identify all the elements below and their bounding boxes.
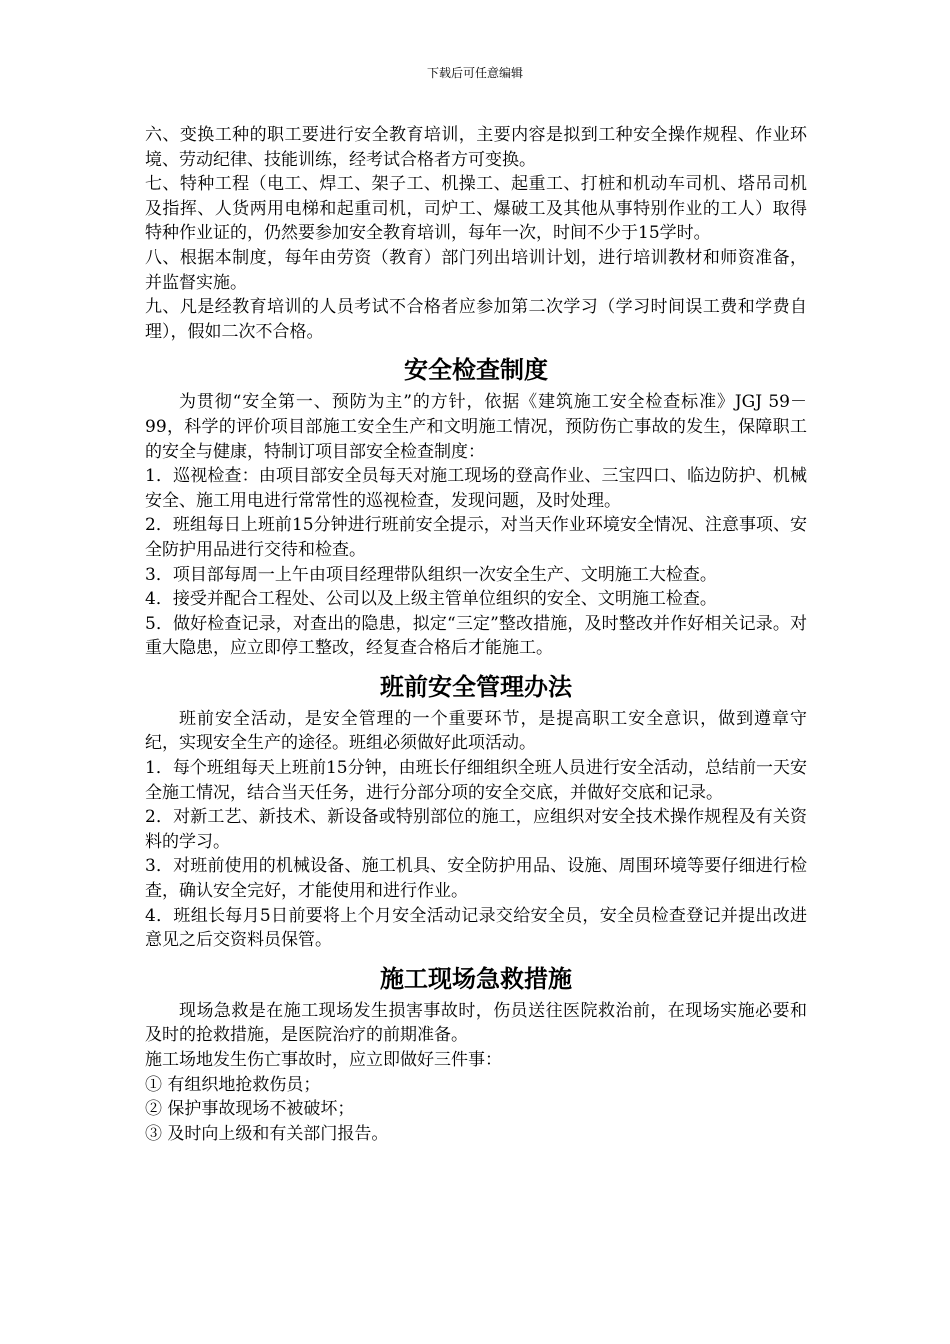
paragraph: 六、变换工种的职工要进行安全教育培训，主要内容是拟到工种安全操作规程、作业环境、劳动纪律、技能训练，经考试合格者方可变换。 — [145, 125, 807, 170]
list-item: 4．班组长每月5日前要将上个月安全活动记录交给安全员，安全员检查登记并提出改进意见之后交资料员保管。 — [145, 905, 807, 951]
list-item: 2．班组每日上班前15分钟进行班前安全提示，对当天作业环境安全情况、注意事项、安全防护用品进行交待和检查。 — [145, 515, 807, 560]
list-item: 5．做好检查记录，对查出的隐患，拟定“三定”整改措施，及时整改并作好相关记录。对重大隐患，应立即停工整改，经复查合格后才能施工。 — [145, 613, 807, 659]
list-item: ② 保护事故现场不被破坏； — [145, 1099, 355, 1120]
section-lead: 现场急救是在施工现场发生损害事故时，伤员送往医院救治前，在现场实施必要和及时的抢救措施，是医院治疗的前期准备。 — [145, 1000, 807, 1046]
list-item: 4．接受并配合工程处、公司以及上级主管单位组织的安全、文明施工检查。 — [145, 589, 717, 610]
paragraph: 八、根据本制度，每年由劳资（教育）部门列出培训计划，进行培训教材和师资准备，并监督实施。 — [145, 247, 807, 293]
section-title-pre-shift-safety: 班前安全管理办法 — [380, 672, 572, 701]
section-title-first-aid: 施工现场急救措施 — [380, 964, 572, 993]
list-item: 3．项目部每周一上午由项目经理带队组织一次安全生产、文明施工大检查。 — [145, 564, 717, 585]
list-item: ① 有组织地抢救伤员； — [145, 1074, 321, 1095]
section-title-safety-inspection: 安全检查制度 — [404, 356, 548, 385]
section-lead: 班前安全活动，是安全管理的一个重要环节，是提高职工安全意识，做到遵章守纪，实现安全生产的途径。班组必须做好此项活动。 — [145, 708, 807, 754]
list-item: 2．对新工艺、新技术、新设备或特别部位的施工，应组织对安全技术操作规程及有关资料的学习。 — [145, 807, 807, 852]
list-item: 施工场地发生伤亡事故时，应立即做好三件事： — [145, 1050, 502, 1070]
section-lead: 为贯彻“安全第一、预防为主”的方针，依据《建筑施工安全检查标准》JGJ 59－99，科学的评价项目部施工安全生产和文明施工情况，预防伤亡事故的发生，保障职工的安全与健康，特制订项目部安全检查制度： — [145, 392, 807, 462]
paragraph: 七、特种工程（电工、焊工、架子工、机操工、起重工、打桩和机动车司机、塔吊司机及指挥、人货两用电梯和起重司机，司炉工、爆破工及其他从事特别作业的工人）取得特种作业证的，仍然要参加安全教育培训，每年一次，时间不少于15学时。 — [145, 174, 807, 244]
list-item: 3．对班前使用的机械设备、施工机具、安全防护用品、设施、周围环境等要仔细进行检查，确认安全完好，才能使用和进行作业。 — [145, 856, 807, 902]
page-header: 下载后可任意编辑 — [426, 66, 523, 80]
list-item: 1．巡视检查：由项目部安全员每天对施工现场的登高作业、三宝四口、临边防护、机械安全、施工用电进行常常性的巡视检查，发现问题，及时处理。 — [145, 466, 807, 511]
paragraph: 九、凡是经教育培训的人员考试不合格者应参加第二次学习（学习时间误工费和学费自理），假如二次不合格。 — [145, 297, 807, 342]
list-item: ③ 及时向上级和有关部门报告。 — [145, 1123, 389, 1144]
list-item: 1．每个班组每天上班前15分钟，由班长仔细组织全班人员进行安全活动，总结前一天安全施工情况，结合当天任务，进行分部分项的安全交底，并做好交底和记录。 — [145, 758, 807, 803]
document-body — [145, 123, 807, 1146]
